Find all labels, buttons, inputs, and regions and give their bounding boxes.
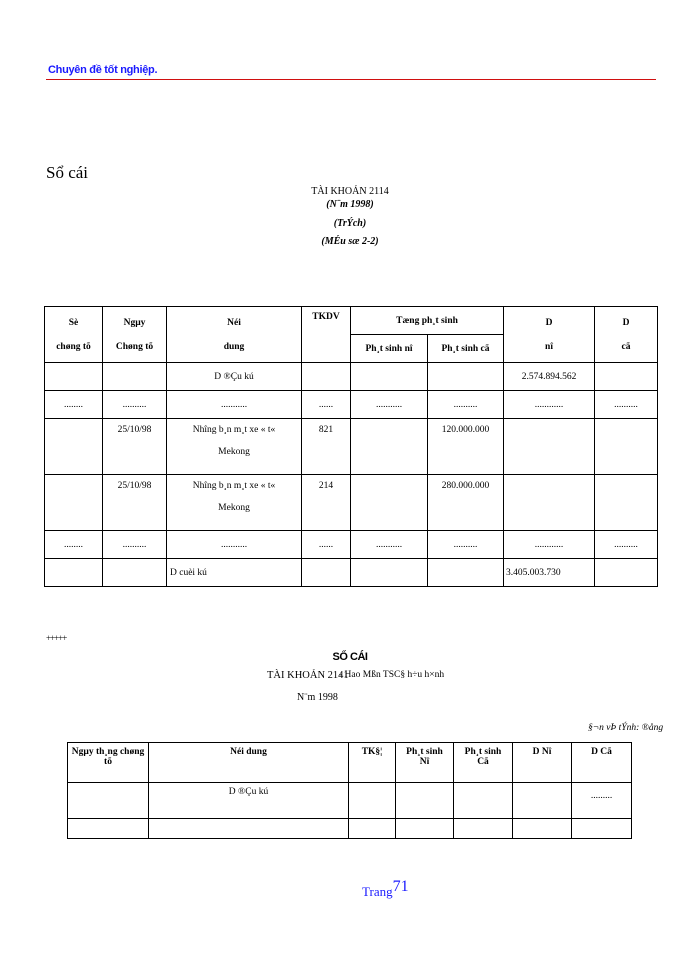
col-header-debit: Ph¸t sinh Nî (396, 743, 454, 783)
col-header-balance-credit: D cã (595, 307, 658, 363)
ledger-heading: SỔ CÁI (332, 651, 368, 663)
table-row: D cuèi kú 3.405.003.730 (45, 559, 658, 587)
account-description: - Hao Mßn TSC§ h÷u h×nh (339, 670, 445, 680)
page-number-value: 71 (392, 878, 409, 895)
col-header-credit: Ph¸t sinh cã (428, 335, 504, 363)
unit-label: §¬n vÞ tÝnh: ®ång (588, 723, 664, 733)
table-row (68, 819, 632, 839)
table-row: ........ .......... ........... ...... ........... .......... ............ .......... (45, 391, 658, 419)
col-header-date: Ngµy th¸ng chøng tõ (68, 743, 149, 783)
table-row (45, 363, 658, 391)
table-row: 25/10/98 Nhîng b¸n m¸t xe « t« Mekong 821 120.000.000 (45, 419, 658, 475)
account-title-2141: TÀI KHOẢN 2141 (267, 670, 349, 681)
table-row: D ®Çu kú ......... (68, 783, 632, 819)
account-title: TÀI KHOẢN 2114 (311, 186, 389, 197)
col-header-credit: Ph¸t sinh Cã (454, 743, 513, 783)
ledger-year: N¨m 1998 (297, 692, 338, 703)
col-header-account: TKDV (302, 307, 351, 363)
col-header-content: Néi dung (149, 743, 349, 783)
table-row: ........ .......... ........... ...... ........... .......... ............ .......... (45, 531, 658, 559)
account-year: (N¨m 1998) (326, 199, 374, 210)
section-marker: +++++ (46, 633, 67, 643)
col-header-balance-debit: D nî (504, 307, 595, 363)
ledger-table-2114 (44, 306, 658, 587)
table-row: 25/10/98 Nhîng b¸n m¸t xe « t« Mekong 214 280.000.000 (45, 475, 658, 531)
col-header-doc-no: Sè chøng tõ (45, 307, 103, 363)
col-header-debit: Ph¸t sinh nî (351, 335, 428, 363)
col-header-balance-debit: D Nî (513, 743, 572, 783)
header-divider (46, 79, 656, 80)
page-number (362, 878, 409, 899)
section-heading: Sổ cái (46, 163, 89, 182)
col-header-doc-date: Ngµy Chøng tõ (103, 307, 167, 363)
col-header-balance-credit: D Cã (572, 743, 632, 783)
col-header-account: TK§¦ (349, 743, 396, 783)
page-label: Trang (362, 884, 393, 899)
row-balance-debit: 2.574.894.562 (504, 363, 595, 391)
ledger-table-2141 (67, 742, 632, 839)
col-header-total: Tæng ph¸t sinh (351, 307, 504, 335)
row-content: D ®Çu kú (167, 363, 302, 391)
account-note: (TrÝch) (333, 218, 367, 229)
col-header-content: Néi dung (167, 307, 302, 363)
document-header-title: Chuyên đề tốt nghiệp. (48, 64, 158, 76)
account-form: (MÉu sæ 2-2) (321, 236, 379, 247)
